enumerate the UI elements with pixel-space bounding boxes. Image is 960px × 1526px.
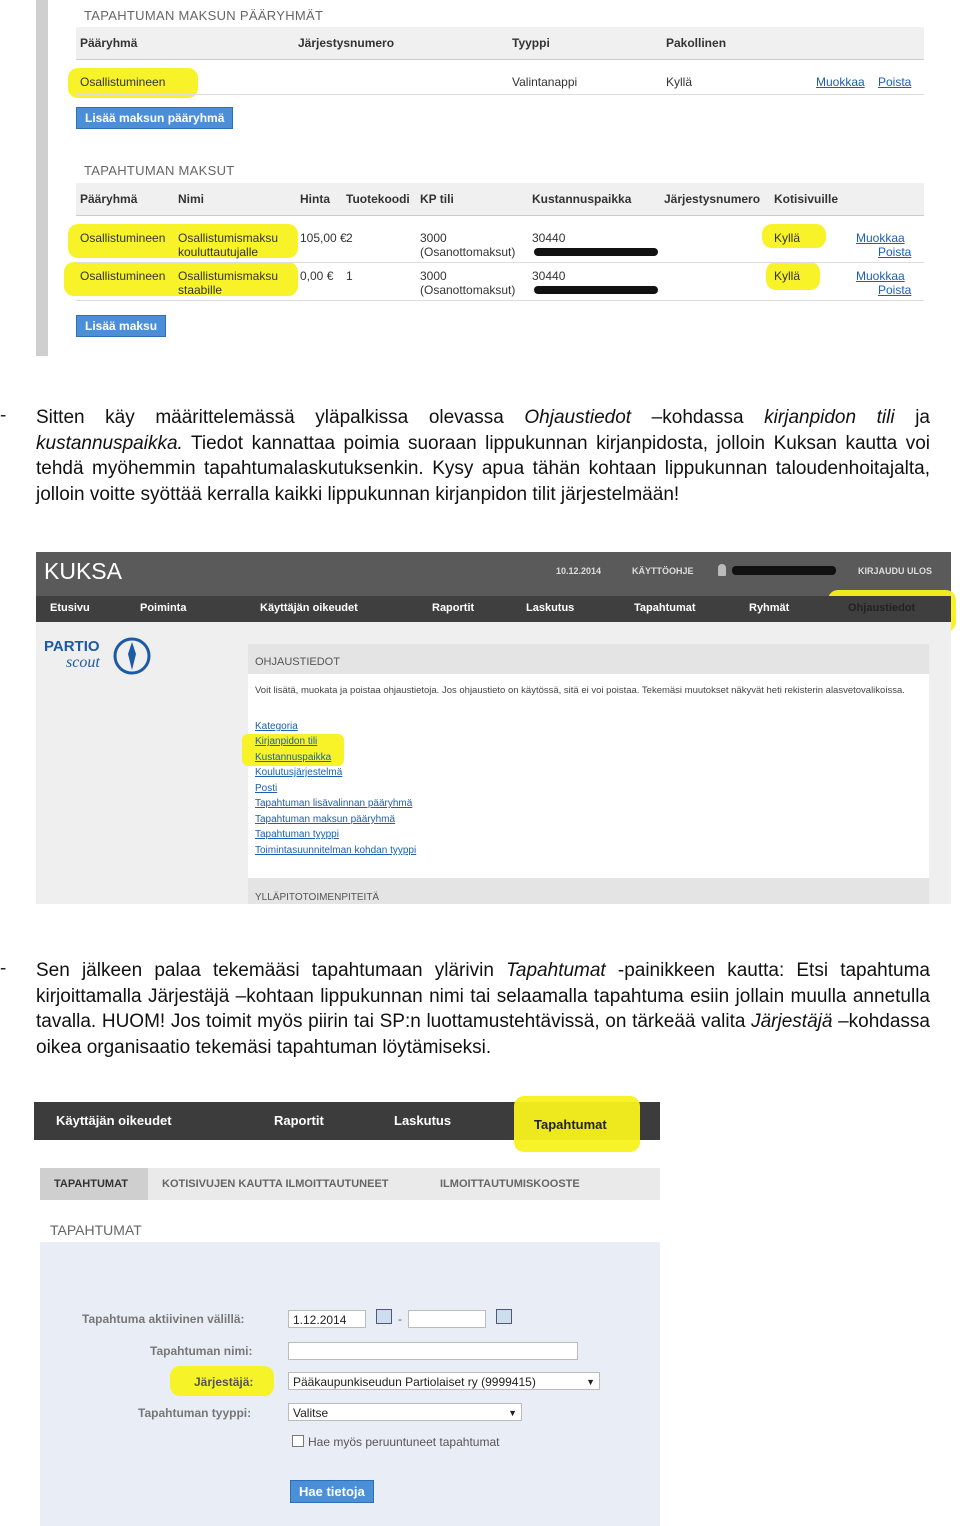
- fee-groups-header: [76, 27, 924, 60]
- cell-tuotekoodi: 2: [346, 231, 353, 245]
- main-nav: [36, 596, 951, 622]
- nav-tapahtumat[interactable]: Tapahtumat: [534, 1117, 607, 1132]
- event-type-select[interactable]: [288, 1403, 522, 1421]
- search-button[interactable]: Hae tietoja: [290, 1480, 374, 1503]
- delete-link[interactable]: Poista: [878, 283, 912, 297]
- fee-groups-screenshot: [36, 0, 928, 356]
- text: Sen jälkeen palaa tekemääsi tapahtumaan ylärivin: [36, 960, 507, 981]
- edit-link[interactable]: Muokkaa: [816, 75, 865, 89]
- nav-raportit[interactable]: Raportit: [432, 602, 475, 614]
- cell-tuotekoodi: 1: [346, 269, 353, 283]
- cancelled-checkbox[interactable]: [292, 1435, 304, 1447]
- calendar-icon[interactable]: [496, 1309, 512, 1324]
- logout-link[interactable]: KIRJAUDU ULOS: [858, 566, 933, 576]
- text: –kohdassa: [631, 407, 765, 428]
- user-icon: [718, 564, 726, 576]
- guide-link[interactable]: KÄYTTÖOHJE: [632, 566, 694, 576]
- label-event-type: Tapahtuman tyyppi:: [138, 1406, 252, 1420]
- col-nimi: Nimi: [178, 192, 205, 206]
- cell-kp-tili-line2: (Osanottomaksut): [420, 283, 516, 297]
- date-separator: -: [398, 1312, 402, 1326]
- bullet-dash: -: [0, 958, 7, 979]
- col-kustannuspaikka: Kustannuspaikka: [532, 192, 632, 206]
- label-organizer: Järjestäjä:: [194, 1375, 254, 1389]
- delete-link[interactable]: Poista: [878, 75, 912, 89]
- col-jarjestysnumero: Järjestysnumero: [664, 192, 761, 206]
- ohjaustiedot-card: [248, 644, 929, 904]
- cell-paaryhma: Osallistumineen: [80, 231, 166, 245]
- footer-header: [248, 878, 929, 904]
- nav-ryhmat[interactable]: Ryhmät: [749, 602, 790, 614]
- section-title: TAPAHTUMAT: [50, 1222, 142, 1238]
- footer-title: YLLÄPITOTOIMENPITEITÄ: [255, 892, 380, 903]
- text: -painikkeen kautta: Etsi tapahtuma kirjoittamalla Järjestäjä –kohtaan lippukunnan nimi tai selaamalla tapahtuma esiin jollain muulla annetulla tavalla. HUOM! Jos toimit myös piirin tai SP:n luottamustehtävissä, on tärkeää valita: [36, 960, 930, 1032]
- section-title-fee-groups: TAPAHTUMAN MAKSUN PÄÄRYHMÄT: [84, 8, 324, 23]
- bullet-dash: -: [0, 405, 7, 426]
- logo-scout-text: scout: [66, 654, 100, 671]
- delete-link[interactable]: Poista: [878, 245, 912, 259]
- cell-kp-tili: 3000: [420, 231, 447, 245]
- text: Tiedot kannattaa poimia suoraan lippukunnan kirjanpidosta, jolloin Kuksan kautta voi tehdä myöhemmin tapahtumalaskutuksenkin. Kysy apua tähän kohtaan lippukunnan taloudenhoitajalta, jolloin voitte syöttää kerralla kaikki lippukunnan kirjanpidon tilit järjestelmään!: [36, 432, 930, 505]
- link-kategoria[interactable]: Kategoria: [255, 721, 298, 732]
- cell-kotisivuille: Kyllä: [774, 269, 801, 283]
- redaction-scribble: [534, 248, 658, 256]
- nav-laskutus[interactable]: Laskutus: [526, 602, 575, 614]
- content-area: [36, 622, 951, 904]
- nav-etusivu[interactable]: Etusivu: [50, 602, 90, 614]
- cell-tyyppi: Valintanappi: [512, 75, 578, 89]
- col-pakollinen: Pakollinen: [666, 36, 727, 50]
- nav-tapahtumat[interactable]: Tapahtumat: [634, 602, 696, 614]
- col-kp-tili: KP tili: [420, 192, 454, 206]
- nav-kayttajan-oikeudet[interactable]: Käyttäjän oikeudet: [56, 1113, 172, 1128]
- col-tyyppi: Tyyppi: [512, 36, 550, 50]
- link-tapahtuman-tyyppi[interactable]: Tapahtuman tyyppi: [255, 829, 339, 840]
- tapahtumat-search-screenshot: [34, 1102, 660, 1526]
- add-fee-button[interactable]: Lisää maksu: [76, 315, 166, 337]
- cell-nimi: Osallistumismaksu: [178, 269, 279, 283]
- fees-header: [76, 183, 924, 216]
- tab-tapahtumat[interactable]: TAPAHTUMAT: [54, 1178, 128, 1190]
- text: ja: [894, 407, 930, 428]
- cell-nimi-line2: staabille: [178, 283, 223, 297]
- cell-hinta: 105,00 €: [300, 231, 347, 245]
- table-row: [76, 264, 924, 301]
- nav-raportit[interactable]: Raportit: [274, 1113, 324, 1128]
- link-maksun-paaryhma[interactable]: Tapahtuman maksun pääryhmä: [255, 814, 396, 825]
- chevron-down-icon: ▼: [586, 1377, 595, 1387]
- text-italic: Järjestäjä: [751, 1011, 833, 1032]
- kuksa-ohjaustiedot-screenshot: [36, 552, 951, 904]
- card-intro: Voit lisätä, muokata ja poistaa ohjaustietoja. Jos ohjaustieto on käytössä, sitä ei voi poistaa. Tekemäsi muutokset näkyvät heti rekisterin alasvetovalikoissa.: [255, 685, 905, 696]
- link-koulutusjarjestelma[interactable]: Koulutusjärjestelmä: [255, 767, 343, 778]
- nav-laskutus[interactable]: Laskutus: [394, 1113, 452, 1128]
- card-title: OHJAUSTIEDOT: [255, 656, 340, 668]
- section-title-fees: TAPAHTUMAN MAKSUT: [84, 163, 235, 178]
- organizer-select[interactable]: [288, 1372, 600, 1390]
- date-to-input[interactable]: [408, 1310, 486, 1328]
- nav-kayttajan-oikeudet[interactable]: Käyttäjän oikeudet: [260, 602, 358, 614]
- organizer-value: Pääkaupunkiseudun Partiolaiset ry (9999415): [293, 1375, 536, 1389]
- label-event-name: Tapahtuman nimi:: [150, 1344, 253, 1358]
- text-italic: Tapahtumat: [506, 960, 606, 981]
- cell-kustannuspaikka: 30440: [532, 231, 566, 245]
- text-italic: Ohjaustiedot: [524, 407, 632, 428]
- link-lisavalinnan-paaryhma[interactable]: Tapahtuman lisävalinnan pääryhmä: [255, 798, 413, 809]
- text: –kohdassa oikea organisaatio tekemäsi tapahtuman löytämiseksi.: [36, 1011, 930, 1058]
- label-active-period: Tapahtuma aktiivinen välillä:: [82, 1312, 245, 1326]
- app-header: [36, 552, 951, 596]
- col-kotisivuille: Kotisivuille: [774, 192, 839, 206]
- cell-nimi: Osallistumismaksu: [178, 231, 279, 245]
- cell-hinta: 0,00 €: [300, 269, 334, 283]
- cell-paaryhma: Osallistumineen: [80, 75, 166, 89]
- cell-kustannuspaikka: 30440: [532, 269, 566, 283]
- app-title: KUKSA: [44, 558, 122, 584]
- col-tuotekoodi: Tuotekoodi: [346, 192, 410, 206]
- cell-pakollinen: Kyllä: [666, 75, 693, 89]
- table-row: [76, 226, 924, 263]
- sidebar-strip: [36, 0, 48, 356]
- event-type-value: Valitse: [293, 1406, 329, 1420]
- col-paaryhma: Pääryhmä: [80, 36, 138, 50]
- tab-bar: [40, 1168, 660, 1200]
- table-row: [76, 66, 924, 95]
- text-italic: kustannuspaikka.: [36, 432, 183, 454]
- logo-partio-text: PARTIO: [44, 638, 100, 655]
- cell-paaryhma: Osallistumineen: [80, 269, 166, 283]
- nav-ohjaustiedot[interactable]: Ohjaustiedot: [848, 602, 916, 614]
- edit-link[interactable]: Muokkaa: [856, 231, 905, 245]
- link-kirjanpidon-tili[interactable]: Kirjanpidon tili: [255, 736, 318, 747]
- edit-link[interactable]: Muokkaa: [856, 269, 905, 283]
- tab-ilmoittautuneet[interactable]: KOTISIVUJEN KAUTTA ILMOITTAUTUNEET: [162, 1178, 389, 1190]
- date-text: 10.12.2014: [556, 566, 602, 576]
- link-toimintasuunnitelman-tyyppi[interactable]: Toimintasuunnitelman kohdan tyyppi: [255, 845, 417, 856]
- col-hinta: Hinta: [300, 192, 330, 206]
- event-name-input[interactable]: [288, 1342, 578, 1360]
- calendar-icon[interactable]: [376, 1309, 392, 1324]
- link-posti[interactable]: Posti: [255, 783, 278, 794]
- cell-kotisivuille: Kyllä: [774, 231, 801, 245]
- col-paaryhma: Pääryhmä: [80, 192, 138, 206]
- col-jarjestysnumero: Järjestysnumero: [298, 36, 395, 50]
- chevron-down-icon: ▼: [508, 1408, 517, 1418]
- text: Sitten käy määrittelemässä yläpalkissa olevassa: [36, 407, 525, 428]
- cancelled-label: Hae myös peruuntuneet tapahtumat: [308, 1435, 500, 1449]
- cell-nimi-line2: kouluttautujalle: [178, 245, 259, 259]
- cell-kp-tili: 3000: [420, 269, 447, 283]
- text-italic: kirjanpidon tili: [764, 407, 895, 428]
- paragraph-tapahtumat: [36, 958, 930, 1060]
- redaction-scribble: [732, 566, 836, 575]
- link-kustannuspaikka[interactable]: Kustannuspaikka: [255, 752, 332, 763]
- card-header: [248, 644, 929, 674]
- paragraph-ohjaustiedot: [36, 405, 930, 507]
- redaction-scribble: [534, 286, 658, 294]
- add-fee-group-button[interactable]: Lisää maksun pääryhmä: [76, 107, 233, 129]
- search-form: [40, 1242, 660, 1526]
- scout-logo-icon: [112, 636, 152, 676]
- tab-ilmoittautumiskooste[interactable]: ILMOITTAUTUMISKOOSTE: [440, 1178, 580, 1190]
- nav-poiminta[interactable]: Poiminta: [140, 602, 187, 614]
- date-from-input[interactable]: 1.12.2014: [288, 1310, 366, 1328]
- cell-kp-tili-line2: (Osanottomaksut): [420, 245, 516, 259]
